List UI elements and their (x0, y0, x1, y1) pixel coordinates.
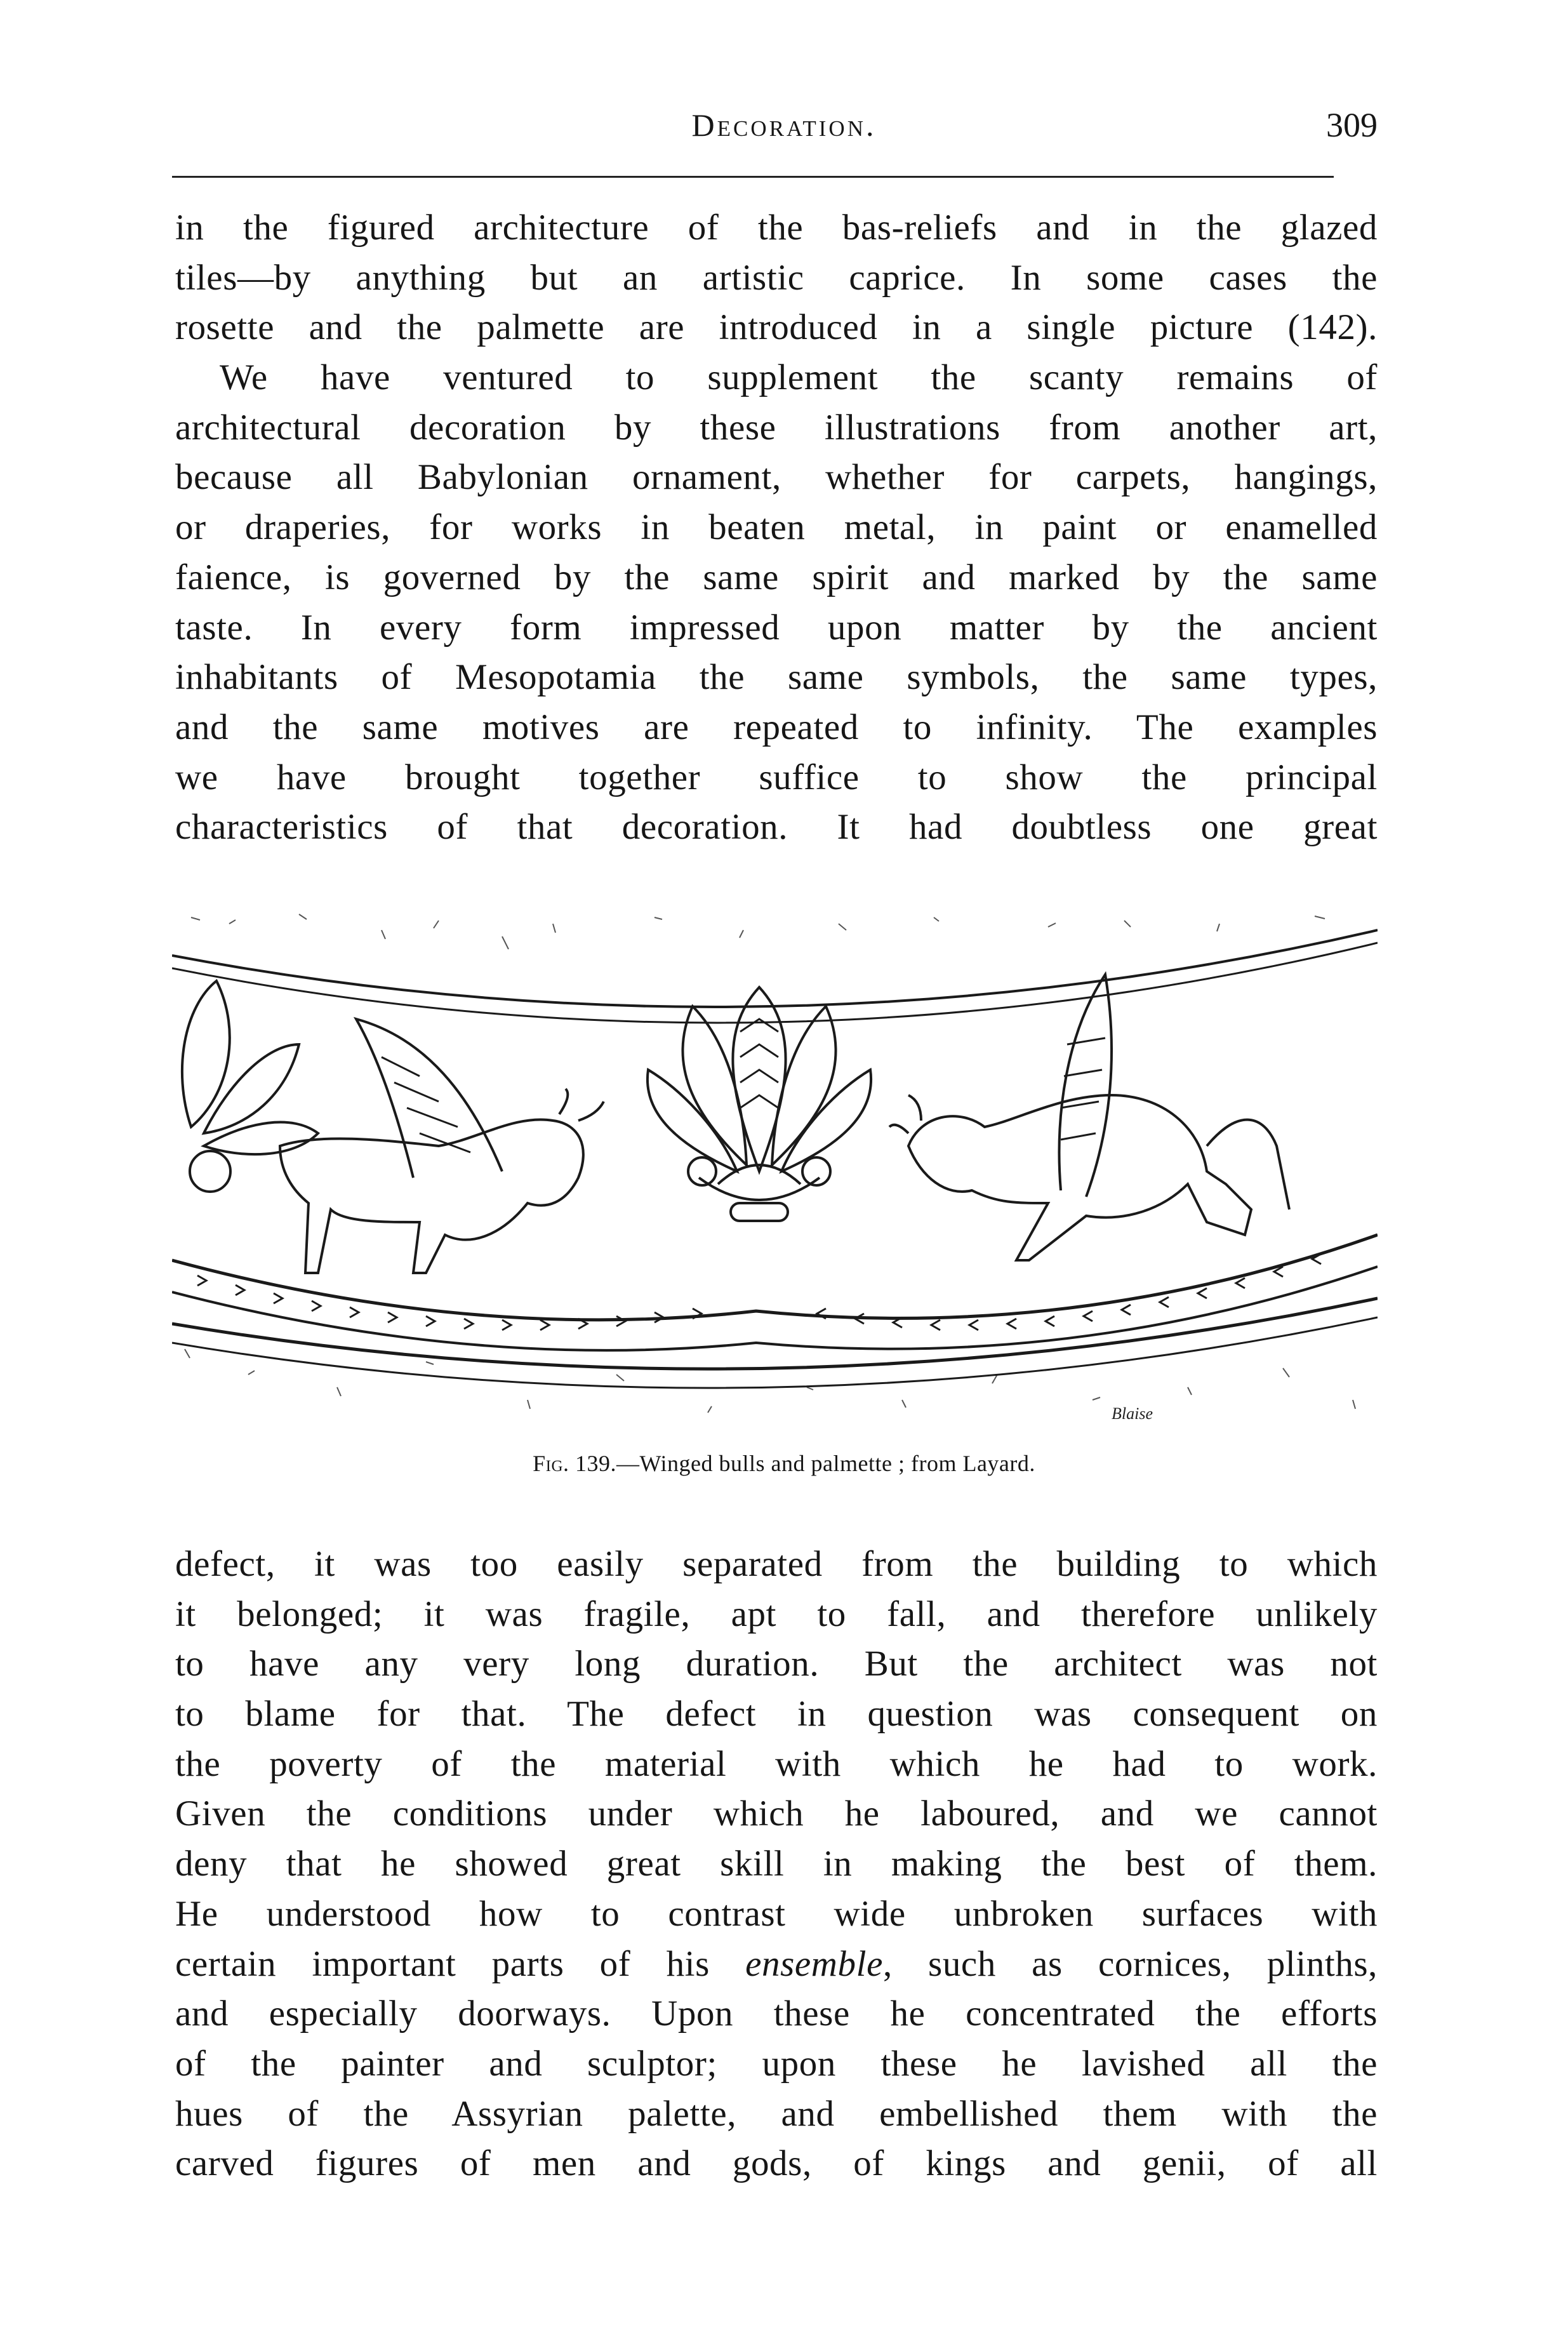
text-line: hues of the Assyrian palette, and embellished them with the (175, 2093, 1378, 2134)
figure-caption (0, 1450, 1568, 1477)
page-number: 309 (1326, 106, 1378, 144)
text-line: characteristics of that decoration. It had doubtless one great (175, 807, 1378, 848)
text-line: architectural decoration by these illustrations from another art, (175, 407, 1378, 448)
engraver-signature: Blaise (1112, 1404, 1153, 1423)
text-block-top (175, 203, 1378, 853)
text-line: inhabitants of Mesopotamia the same symbols, the same types, (175, 657, 1378, 698)
text-before-italic: certain important parts of his (175, 1943, 746, 1984)
text-line: rosette and the palmette are introduced in a single picture (142). (175, 307, 1378, 348)
lower-border-arcs (172, 1235, 1378, 1388)
text-line: and especially doorways. Upon these he concentrated the efforts (175, 1994, 1378, 2034)
text-line: deny that he showed great skill in making the best of them. (175, 1844, 1378, 1884)
text-line: we have brought together suffice to show the principal (175, 757, 1378, 797)
text-line: it belonged; it was fragile, apt to fall, and therefore unlikely (175, 1594, 1378, 1634)
italic-word: ensemble (745, 1943, 883, 1984)
text-line (175, 1940, 1378, 1990)
text-line: and the same motives are repeated to infinity. The examples (175, 707, 1378, 747)
text-line: He understood how to contrast wide unbroken surfaces with (175, 1893, 1378, 1934)
text-line: because all Babylonian ornament, whether for carpets, hangings, (175, 457, 1378, 498)
text-line: in the figured architecture of the bas-reliefs and in the glazed (175, 208, 1378, 248)
text-line: carved figures of men and gods, of kings and genii, of all (175, 2143, 1378, 2184)
text-line: tiles—by anything but an artistic caprice. In some cases the (175, 257, 1378, 298)
text-line: defect, it was too easily separated from the building to which (175, 1544, 1378, 1584)
text-line: to have any very long duration. But the architect was not (175, 1644, 1378, 1684)
text-line: Given the conditions under which he laboured, and we cannot (175, 1794, 1378, 1834)
header-rule (172, 176, 1334, 178)
text-line: faience, is governed by the same spirit and marked by the same (175, 557, 1378, 597)
running-head: Decoration. (691, 107, 877, 143)
figure-caption-text: —Winged bulls and palmette ; from Layard. (616, 1451, 1035, 1476)
stipple-background (185, 914, 1355, 1413)
left-winged-bull (280, 1019, 604, 1273)
text-line: of the painter and sculptor; upon these he lavished all the (175, 2043, 1378, 2084)
right-winged-bull (889, 975, 1289, 1260)
chevron-band (197, 1254, 1321, 1330)
text-line: to blame for that. The defect in question was consequent on (175, 1694, 1378, 1735)
figure-number: Fig. 139. (533, 1451, 617, 1476)
text-line: We have ventured to supplement the scanty remains of (220, 357, 1378, 398)
text-line: the poverty of the material with which he had to work. (175, 1743, 1378, 1784)
text-block-bottom (175, 1540, 1378, 2189)
text-line: taste. In every form impressed upon matter by the ancient (175, 607, 1378, 648)
text-line: or draperies, for works in beaten metal, in paint or enamelled (175, 507, 1378, 548)
left-palmette (182, 981, 318, 1192)
figure-winged-bulls-palmette (172, 905, 1378, 1430)
text-after-italic: , such as cornices, plinths, (882, 1943, 1378, 1984)
